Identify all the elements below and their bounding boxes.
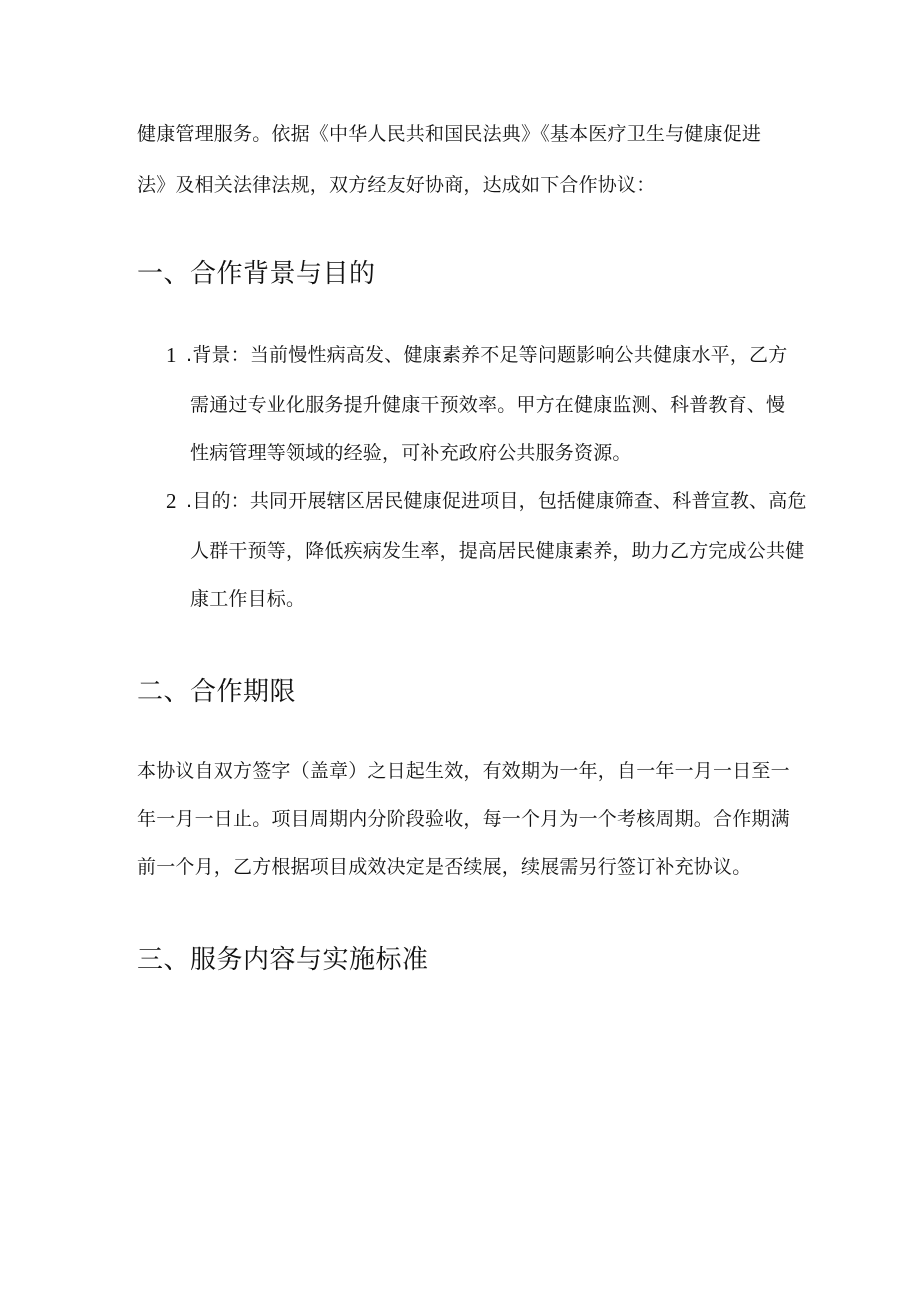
section-2-heading: 二、合作期限 <box>137 677 297 707</box>
section-1-item-1-line-2: 需通过专业化服务提升健康干预效率。甲方在健康监测、科普教育、慢 <box>190 394 786 416</box>
intro-line-2: 法》及相关法律法规，双方经友好协商，达成如下合作协议： <box>137 174 656 196</box>
section-1-item-1-number: 1 <box>166 343 177 367</box>
section-3-heading: 三、服务内容与实施标准 <box>137 945 429 975</box>
section-2-line-2: 年一月一日止。项目周期内分阶段验收，每一个月为一个考核周期。合作期满 <box>137 808 790 830</box>
section-2-line-3: 前一个月，乙方根据项目成效决定是否续展，续展需另行签订补充协议。 <box>137 856 752 878</box>
section-1-item-2-line-2: 人群干预等，降低疾病发生率，提高居民健康素养，助力乙方完成公共健 <box>190 540 805 562</box>
section-1-heading: 一、合作背景与目的 <box>137 259 376 289</box>
section-1-item-1-line-3: 性病管理等领域的经验，可补充政府公共服务资源。 <box>190 442 632 464</box>
section-1-item-2-line-1: .目的：共同开展辖区居民健康促进项目，包括健康筛查、科普宣教、高危 <box>186 490 807 512</box>
section-1-item-1-line-1: .背景：当前慢性病高发、健康素养不足等问题影响公共健康水平，乙方 <box>186 344 788 366</box>
section-1-item-2-number: 2 <box>166 489 177 513</box>
section-1-item-2-line-3: 康工作目标。 <box>190 588 306 610</box>
intro-line-1: 健康管理服务。依据《中华人民共和国民法典》《基本医疗卫生与健康促进 <box>137 123 762 145</box>
section-2-line-1: 本协议自双方签字（盖章）之日起生效，有效期为一年，自一年一月一日至一 <box>137 760 790 782</box>
